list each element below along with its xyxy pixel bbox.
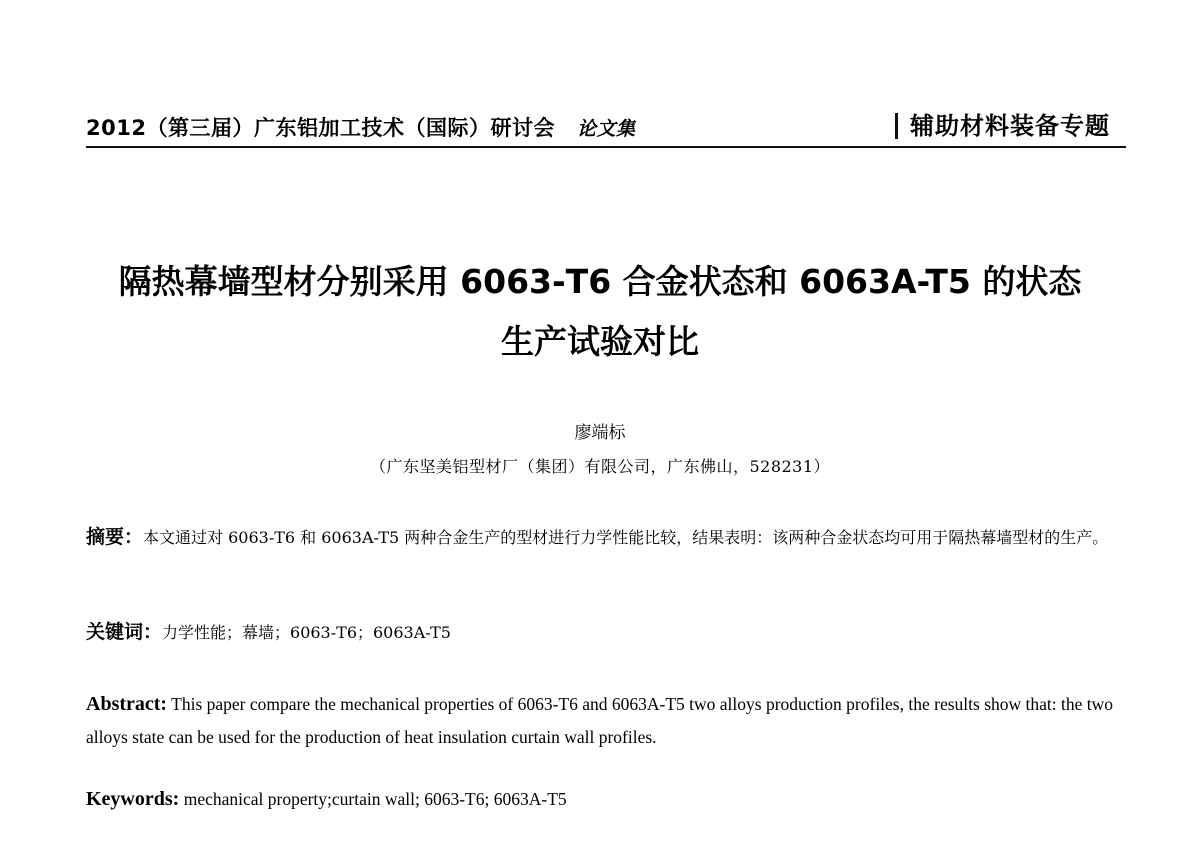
abstract-chinese-text: 本文通过对 6063-T6 和 6063A-T5 两种合金生产的型材进行力学性能比较，结果表明：该两种合金状态均可用于隔热幕墙型材的生产。 [143, 528, 1109, 547]
conference-title [86, 112, 635, 142]
abstract-english-text: This paper compare the mechanical properties of 6063-T6 and 6063A-T5 two alloys production profiles, the results show that: the two alloys state can be used for the production of heat insulation curtain wall profiles. [86, 694, 1113, 747]
section-divider [895, 113, 898, 139]
keywords-chinese-text: 力学性能；幕墙；6063-T6；6063A-T5 [162, 623, 451, 642]
conference-name: 2012（第三届）广东铝加工技术（国际）研讨会 [86, 116, 555, 140]
author-name: 廖端标 [574, 423, 626, 443]
keywords-english [86, 784, 1126, 814]
keywords-english-text: mechanical property;curtain wall; 6063-T6; 6063A-T5 [183, 789, 567, 809]
abstract-english [86, 688, 1131, 754]
section-label: 辅助材料装备专题 [910, 112, 1110, 140]
paper-title [60, 252, 1140, 372]
paper-title-line1: 隔热幕墙型材分别采用 6063-T6 合金状态和 6063A-T5 的状态 [118, 262, 1082, 301]
keywords-chinese-label: 关键词： [86, 621, 163, 643]
paper-title-line2: 生产试验对比 [501, 322, 699, 361]
abstract-chinese [86, 521, 1126, 554]
keywords-english-label: Keywords: [86, 788, 180, 810]
section-title [895, 106, 1110, 141]
abstract-chinese-label: 摘要： [86, 526, 144, 548]
keywords-chinese [86, 617, 1126, 648]
author-affiliation: （广东坚美铝型材厂（集团）有限公司，广东佛山，528231） [369, 457, 831, 476]
abstract-english-label: Abstract: [86, 693, 168, 715]
running-header [86, 100, 1126, 148]
collection-label: 论文集 [576, 118, 636, 140]
